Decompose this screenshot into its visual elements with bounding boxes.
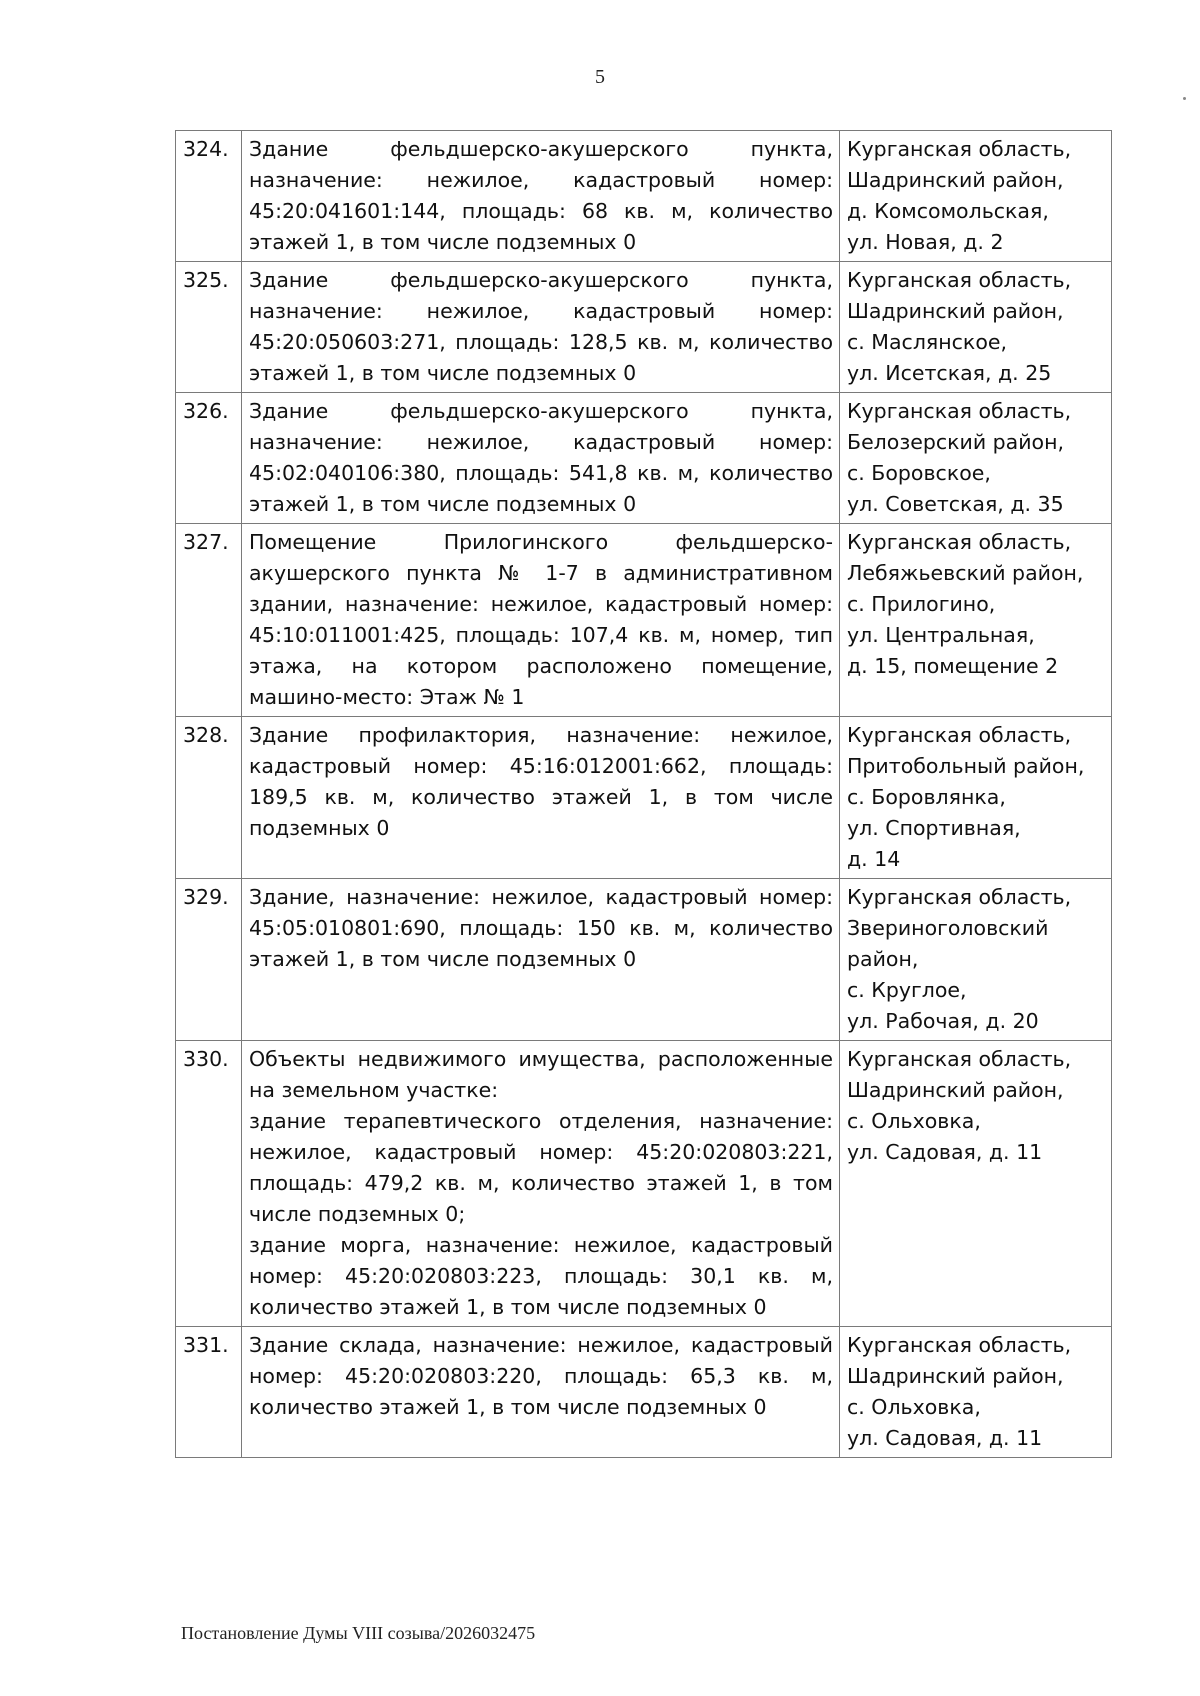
table-row bbox=[176, 879, 1112, 1041]
address-line: Шадринский район, bbox=[847, 168, 1064, 192]
address-line: с. Маслянское, bbox=[847, 330, 1007, 354]
description-paragraph: Здание, назначение: нежилое, кадастровый номер: 45:05:010801:690, площадь: 150 кв. м, количество этажей 1, в том числе подземных 0 bbox=[249, 885, 833, 971]
address-line: Лебяжьевский район, bbox=[847, 561, 1084, 585]
property-address bbox=[840, 262, 1112, 393]
address-line: с. Боровское, bbox=[847, 461, 991, 485]
description-paragraph: Здание фельдшерско-акушерского пункта, назначение: нежилое, кадастровый номер: 45:20:041601:144, площадь: 68 кв. м, количество этажей 1, в том числе подземных 0 bbox=[249, 137, 833, 254]
row-number: 329. bbox=[176, 879, 242, 1041]
property-table bbox=[175, 130, 1112, 1458]
description-paragraph: Помещение Прилогинского фельдшерско-акушерского пункта № 1-7 в административном здании, назначение: нежилое, кадастровый номер: 45:10:011001:425, площадь: 107,4 кв. м, номер, тип этажа, на котором расположено помещение, машино-место: Этаж № 1 bbox=[249, 530, 833, 709]
row-number: 324. bbox=[176, 131, 242, 262]
description-paragraph: Здание фельдшерско-акушерского пункта, назначение: нежилое, кадастровый номер: 45:20:050603:271, площадь: 128,5 кв. м, количество этажей 1, в том числе подземных 0 bbox=[249, 268, 833, 385]
row-number: 330. bbox=[176, 1041, 242, 1327]
property-address bbox=[840, 1041, 1112, 1327]
row-number: 326. bbox=[176, 393, 242, 524]
address-line: Курганская область, bbox=[847, 268, 1072, 292]
address-line: д. Комсомольская, bbox=[847, 199, 1049, 223]
address-line: с. Круглое, bbox=[847, 978, 967, 1002]
property-description bbox=[242, 1041, 840, 1327]
address-line: ул. Исетская, д. 25 bbox=[847, 361, 1052, 385]
table-row bbox=[176, 262, 1112, 393]
description-paragraph: Здание фельдшерско-акушерского пункта, назначение: нежилое, кадастровый номер: 45:02:040106:380, площадь: 541,8 кв. м, количество этажей 1, в том числе подземных 0 bbox=[249, 399, 833, 516]
property-address bbox=[840, 131, 1112, 262]
description-paragraph: Объекты недвижимого имущества, расположенные на земельном участке: bbox=[249, 1047, 833, 1102]
address-line: ул. Центральная, bbox=[847, 623, 1035, 647]
address-line: Белозерский район, bbox=[847, 430, 1065, 454]
property-address bbox=[840, 879, 1112, 1041]
address-line: д. 14 bbox=[847, 847, 901, 871]
address-line: д. 15, помещение 2 bbox=[847, 654, 1059, 678]
row-number: 327. bbox=[176, 524, 242, 717]
property-address bbox=[840, 717, 1112, 879]
address-line: Курганская область, bbox=[847, 885, 1072, 909]
property-address bbox=[840, 1327, 1112, 1458]
description-paragraph: здание терапевтического отделения, назначение: нежилое, кадастровый номер: 45:20:020803:221, площадь: 479,2 кв. м, количество этажей 1, в том числе подземных 0; bbox=[249, 1109, 833, 1226]
row-number: 328. bbox=[176, 717, 242, 879]
address-line: Звериноголовский bbox=[847, 916, 1049, 940]
address-line: ул. Садовая, д. 11 bbox=[847, 1140, 1043, 1164]
table-row bbox=[176, 717, 1112, 879]
address-line: Притобольный район, bbox=[847, 754, 1085, 778]
address-line: Курганская область, bbox=[847, 1047, 1072, 1071]
property-address bbox=[840, 393, 1112, 524]
address-line: район, bbox=[847, 947, 919, 971]
table-row bbox=[176, 131, 1112, 262]
description-paragraph: Здание профилактория, назначение: нежилое, кадастровый номер: 45:16:012001:662, площадь: 189,5 кв. м, количество этажей 1, в том числе подземных 0 bbox=[249, 723, 833, 840]
address-line: Курганская область, bbox=[847, 1333, 1072, 1357]
address-line: с. Боровлянка, bbox=[847, 785, 1006, 809]
table-row bbox=[176, 393, 1112, 524]
address-line: ул. Советская, д. 35 bbox=[847, 492, 1064, 516]
address-line: Шадринский район, bbox=[847, 299, 1064, 323]
address-line: Шадринский район, bbox=[847, 1364, 1064, 1388]
address-line: Курганская область, bbox=[847, 723, 1072, 747]
row-number: 325. bbox=[176, 262, 242, 393]
address-line: ул. Садовая, д. 11 bbox=[847, 1426, 1043, 1450]
property-description bbox=[242, 524, 840, 717]
address-line: с. Ольховка, bbox=[847, 1109, 981, 1133]
address-line: Шадринский район, bbox=[847, 1078, 1064, 1102]
property-description bbox=[242, 393, 840, 524]
description-paragraph: здание морга, назначение: нежилое, кадастровый номер: 45:20:020803:223, площадь: 30,1 кв. м, количество этажей 1, в том числе подземных 0 bbox=[249, 1233, 833, 1319]
document-footer: Постановление Думы VIII созыва/2026032475 bbox=[181, 1623, 536, 1643]
address-line: с. Прилогино, bbox=[847, 592, 996, 616]
address-line: ул. Новая, д. 2 bbox=[847, 230, 1004, 254]
address-line: с. Ольховка, bbox=[847, 1395, 981, 1419]
table-row bbox=[176, 1327, 1112, 1458]
property-description bbox=[242, 717, 840, 879]
table-row bbox=[176, 524, 1112, 717]
address-line: Курганская область, bbox=[847, 137, 1072, 161]
scan-speck bbox=[1183, 97, 1186, 100]
address-line: ул. Спортивная, bbox=[847, 816, 1021, 840]
property-description bbox=[242, 1327, 840, 1458]
address-line: Курганская область, bbox=[847, 399, 1072, 423]
address-line: Курганская область, bbox=[847, 530, 1072, 554]
description-paragraph: Здание склада, назначение: нежилое, кадастровый номер: 45:20:020803:220, площадь: 65,3 кв. м, количество этажей 1, в том числе подземных 0 bbox=[249, 1333, 833, 1419]
property-description bbox=[242, 131, 840, 262]
property-description bbox=[242, 879, 840, 1041]
table-row bbox=[176, 1041, 1112, 1327]
row-number: 331. bbox=[176, 1327, 242, 1458]
property-address bbox=[840, 524, 1112, 717]
page-number: 5 bbox=[595, 66, 605, 88]
address-line: ул. Рабочая, д. 20 bbox=[847, 1009, 1039, 1033]
property-description bbox=[242, 262, 840, 393]
